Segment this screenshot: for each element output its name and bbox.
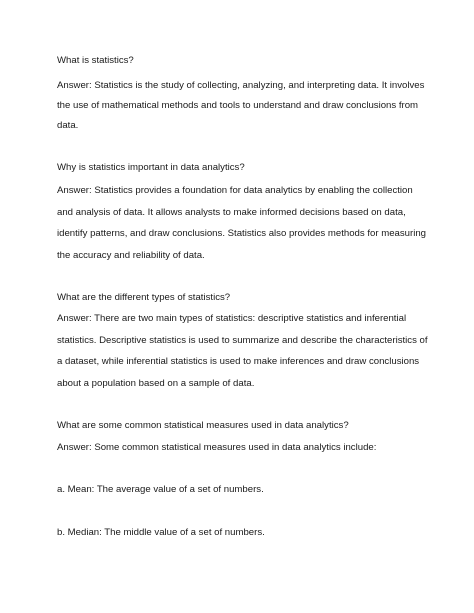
answer-1-line-2: the use of mathematical methods and tools to understand and draw conclusions from <box>57 100 419 111</box>
answer-3-line-1: Answer: There are two main types of statistics: descriptive statistics and inferential <box>57 313 407 324</box>
question-1-heading: What is statistics? <box>57 55 134 66</box>
question-2-heading: Why is statistics important in data analytics? <box>57 162 245 173</box>
answer-1-line-1: Answer: Statistics is the study of collecting, analyzing, and interpreting data. It involves <box>57 80 425 91</box>
answer-3-line-3: a dataset, while inferential statistics is used to make inferences and draw conclusions <box>57 356 420 367</box>
answer-2-line-2: and analysis of data. It allows analysts to make informed decisions based on data, <box>57 207 406 218</box>
answer-2-line-1: Answer: Statistics provides a foundation for data analytics by enabling the collection <box>57 185 413 196</box>
list-item-mean: a. Mean: The average value of a set of numbers. <box>57 484 264 495</box>
answer-3-line-2: statistics. Descriptive statistics is used to summarize and describe the characteristics of <box>57 335 428 346</box>
list-item-median: b. Median: The middle value of a set of numbers. <box>57 527 265 538</box>
answer-2-line-4: the accuracy and reliability of data. <box>57 250 205 261</box>
answer-4-line-1: Answer: Some common statistical measures used in data analytics include: <box>57 442 377 453</box>
answer-1-line-3: data. <box>57 120 79 131</box>
question-4-heading: What are some common statistical measures used in data analytics? <box>57 420 349 431</box>
answer-2-line-3: identify patterns, and draw conclusions. Statistics also provides methods for measuring <box>57 228 427 239</box>
answer-3-line-4: about a population based on a sample of data. <box>57 378 255 389</box>
question-3-heading: What are the different types of statistics? <box>57 292 231 303</box>
